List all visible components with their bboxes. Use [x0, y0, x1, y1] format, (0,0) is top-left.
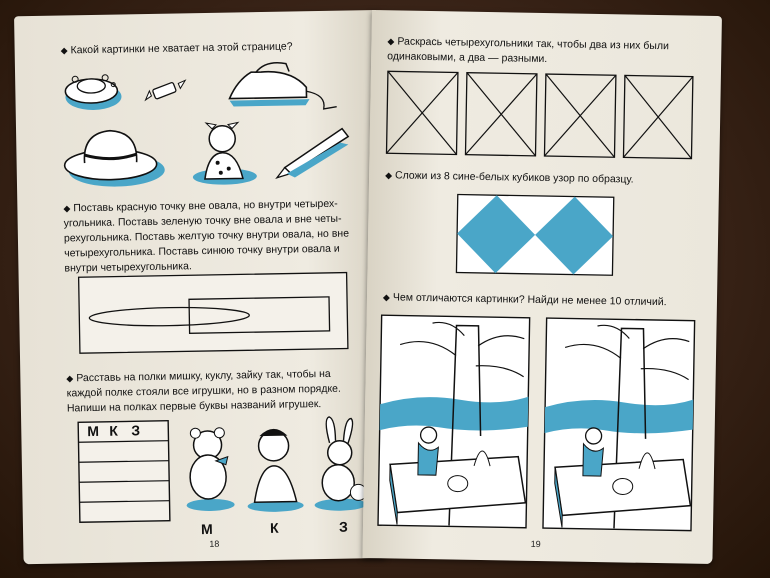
candy-icon	[145, 80, 185, 100]
shelf-letter-k: К	[109, 422, 118, 439]
left-question-1-text: Какой картинки не хватает на этой странице?	[70, 40, 293, 57]
toy-letter-z: З	[338, 518, 348, 535]
right-question-3-text: Чем отличаются картинки? Найди не менее 10 отличий.	[392, 291, 667, 309]
right-question-2: ◆ Сложи из 8 сине-белых кубиков узор по образцу.	[385, 169, 634, 186]
doll-toy-icon	[246, 428, 303, 512]
left-page	[14, 10, 386, 564]
right-question-2-text: Сложи из 8 сине-белых кубиков узор по образцу.	[394, 169, 634, 186]
toy-letter-m: М	[200, 520, 213, 538]
quadrilateral-squares	[385, 70, 694, 161]
left-question-3: ◆ Расставь на полки мишку, куклу, зайку так, чтобы на каждой полке стояли все игрушки, но в разном порядке. Напиши на полках первые буквы названий игрушек.	[66, 367, 342, 415]
square-2	[465, 73, 536, 156]
left-question-1: ◆ Какой картинки не хватает на этой странице?	[60, 40, 293, 57]
left-question-3-text: Расставь на полки мишку, куклу, зайку так, чтобы на каждой полке стояли все игрушки, но в разном порядке. Напиши на полках первые буквы названий игрушек.	[66, 367, 342, 415]
iron-icon	[229, 62, 337, 111]
cube-pattern-sample	[455, 194, 616, 279]
picture-right	[543, 318, 695, 531]
page-number-left: 18	[209, 538, 220, 549]
square-4	[623, 75, 692, 158]
doll-icon	[192, 122, 257, 185]
bear-icon	[185, 428, 234, 512]
big-rectangle	[79, 273, 348, 354]
page-number-right: 19	[530, 538, 541, 550]
spot-the-difference-pictures	[377, 314, 697, 533]
picture-row-1	[61, 56, 352, 121]
picture-row-2	[62, 114, 353, 189]
left-question-2-text: Поставь красную точку вне овала, но внутри четырех-угольника. Поставь зеленую точку вне овала и вне четы-рехугольника. Поставь желтую точку внутри овала, но вне четырехугольника. Поставь синюю точку внутри овала и внутри четырехугольника.	[63, 197, 350, 275]
picture-left	[378, 315, 530, 528]
square-1	[387, 71, 458, 154]
right-question-3: ◆ Чем отличаются картинки? Найди не менее 10 отличий.	[382, 291, 667, 309]
hat-icon	[64, 130, 165, 188]
bunny-icon	[313, 416, 367, 511]
right-question-1: ◆ Раскрась четырехугольники так, чтобы два из них были одинаковыми, а два — разными.	[387, 35, 669, 66]
pencil-icon	[276, 129, 349, 178]
shelf-letter-z: З	[131, 422, 141, 439]
right-question-1-text: Раскрась четырехугольники так, чтобы два из них были одинаковыми, а два — разными.	[387, 35, 669, 66]
left-question-2: ◆ Поставь красную точку вне овала, но внутри четырех-угольника. Поставь зеленую точку вне овала и вне четы-рехугольника. Поставь желтую точку внутри овала, но вне четырехугольника. Поставь синюю точку внутри овала и внутри четырехугольника.	[63, 197, 350, 275]
soap-dish-icon	[65, 74, 122, 110]
oval-rectangle-figure	[79, 273, 350, 358]
toy-letter-k: К	[269, 519, 279, 536]
toys-row	[179, 414, 371, 517]
right-page	[362, 10, 722, 564]
square-3	[544, 74, 615, 157]
shelf-letter-m: М	[87, 422, 100, 440]
